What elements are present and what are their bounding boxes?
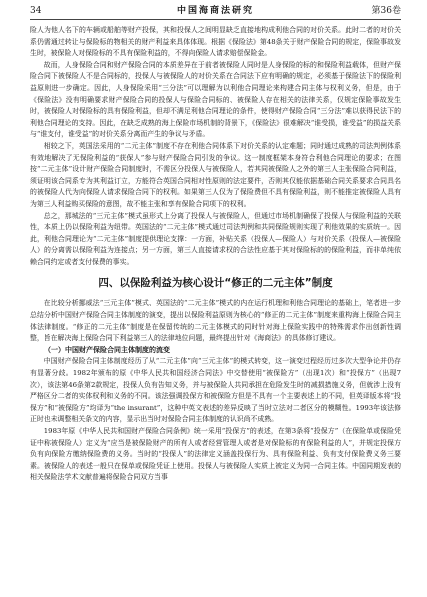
body-paragraph: 在比较分析挪威法“三元主体”模式、英国法的“二元主体”模式的内在运行机理和利他合同理论的基础上，笔者进一步总结分析中国财产保险合同主体制度的演变，提出以保险利益原则为核心的“修正的二元主体”制度来重构海上保险合同主体法律制度。“修正的二元主体”制度是在保留传统的二元主体模式的同时针对海上保险实践中的特殊需求作出创新性调整，旨在解决海上保险合同下利益第三人的法律地位问题，最终提出针对《海商法》的具体修订建议。 bbox=[30, 299, 401, 343]
running-header bbox=[30, 5, 401, 20]
volume-label: 第36卷 bbox=[371, 6, 401, 16]
journal-title: 中国海商法研究 bbox=[176, 6, 254, 16]
body-paragraph: 相较之下，英国法采用的“二元主体”制度不存在利他合同体系下对价关系的认定难题；同时通过成熟的司法判例体系有效地解决了无保险利益的“获保人”参与财产保险合同引发的争议。这一制度框架本身符合利他合同理论的要求；在图按“二元主体”设计财产保险合同制度时，不需区分投保人与被保险人，若其同被保险人之外的第三人主张保险合同利益，须证明该合同系专为其利益订立，方能符合英国合同相对性原则的法定要件，否则其仅能依据基础合同关系要求合同具名的被保险人代为向保险人请求保险合同下的权利。如果第三人仅为了保险费但不具有保险利益，则不能推定被保险人具有为第三人利益购买保险的意图，故不能主张和享有保险合同项下的权利。 bbox=[30, 141, 401, 208]
body-paragraph: 险人为他人名下的车辆或船舶等财产投保，其和投保人之间明显缺乏直接地构成利他合同的对价关系。此时二者的对价关系仍需通过转让与保险标的物相关的财产利益来具体体现。根据《保险法》第48条关于财产保险合同的规定，保险事故发生时，被保险人对保险标的不具有保险利益的，不得向保险人请求赔偿保险金。 bbox=[30, 26, 401, 58]
subsection-heading: （一）中国财产保险合同主体制度的流变 bbox=[44, 345, 170, 354]
body-paragraph: 1983年原《中华人民共和国财产保险合同条例》统一采用“投保方”的表述，在第3条将“投保方”（在保险单或保险凭证中称被保险人）定义为“应当是被保险财产的所有人或者经营管理人或者是对保险标的有保险利益的人”，并规定投保方负有向保险方缴纳保险费的义务。当时的“投保人”的法律定义涵盖投保行为、具有保险利益、负有支付保险费义务三要素。被保险人的表述一般只在保单或保险凭证上使用。投保人与被保险人实质上被定义为同一合同主体。中国同期发表的相关保险法学术文献普遍将保险合同双方当事 bbox=[30, 427, 401, 482]
body-paragraph: 故而，人身保险合同和财产保险合同的本质差异在于前者被保险人同时是人身保险的标的和保险利益载体，但财产保险合同下被保险人不是合同标的，投保人与被保险人的对价关系在合同法下应有明确的规定，必须基于保险法下的保险利益原则进一步确定。因此，人身保险采用“三分法”可以理解为以利他合同理论来构建合同主体与权利义务，但是，由于《保险法》没有明确要求财产保险合同的投保人与保险合同标的、被保险人存在相关的法律关系，仅规定保险事故发生时，被保险人对保险标的具有保险利益，但却不满足利他合同理论的条件，使得财产保险合同“三分法”难以获得民法下的利他合同理论的支持。因此，在缺乏成熟的海上保险市场机制的背景下，《保险法》很难解决“谁受损，谁受益”的损益关系与“谁支付，谁受益”的对价关系分离而产生的争议与矛盾。 bbox=[30, 60, 401, 139]
page-number: 34 bbox=[30, 6, 42, 16]
body-paragraph: 中国财产保险合同主体制度经历了从“二元主体”向“三元主体”的模式转变，这一演变过程经历过多次大型争论并仍存有显著分歧。1982年颁布的原《中华人民共和国经济合同法》中交替使用“被保险方”（出现1次）和“投保方”（出现7次），该法第46条第2款规定，投保人负有告知义务，并与被保险人共同承担在危险发生时的减损措施义务，但就涉上没有严格区分二者的实体权利和义务的不同。该法强调投保方和被保险方但是不具有一个主要表述上的不同，但英译版本将“投保方”和“被保险方”均译为“the insurant”，这种中英文表述的差异反映了当时立法对二者区分的模糊性。1993年该法修正时也未调整相关条文的内容，显示出当时对保险合同主体制度的认识尚不成熟。 bbox=[30, 357, 401, 424]
body-paragraph: 总之，那城法的“三元主体”模式虽形式上分离了投保人与被保险人，但通过市场机制确保了投保人与保险利益的关联性，本质上仍以保险利益为纽带。英国法的“二元主体”模式通过司法判例和共同保险规则实现了利他效果的实质统一。因此，利他合同理论为“二元主体”制度提供理论支撑：一方面，补贴关系（投保人—保险人）与对价关系（投保人—被保险人）的分离需以保险利益为连接点；另一方面，第三人直接请求权的合法性应基于其对保险标的的保险利益，而非单纯依赖合同约定或者支付保费的事实。 bbox=[30, 211, 401, 266]
section-heading: 四、以保险利益为核心设计“修正的二元主体”制度 bbox=[98, 277, 333, 290]
article-body bbox=[30, 25, 401, 484]
